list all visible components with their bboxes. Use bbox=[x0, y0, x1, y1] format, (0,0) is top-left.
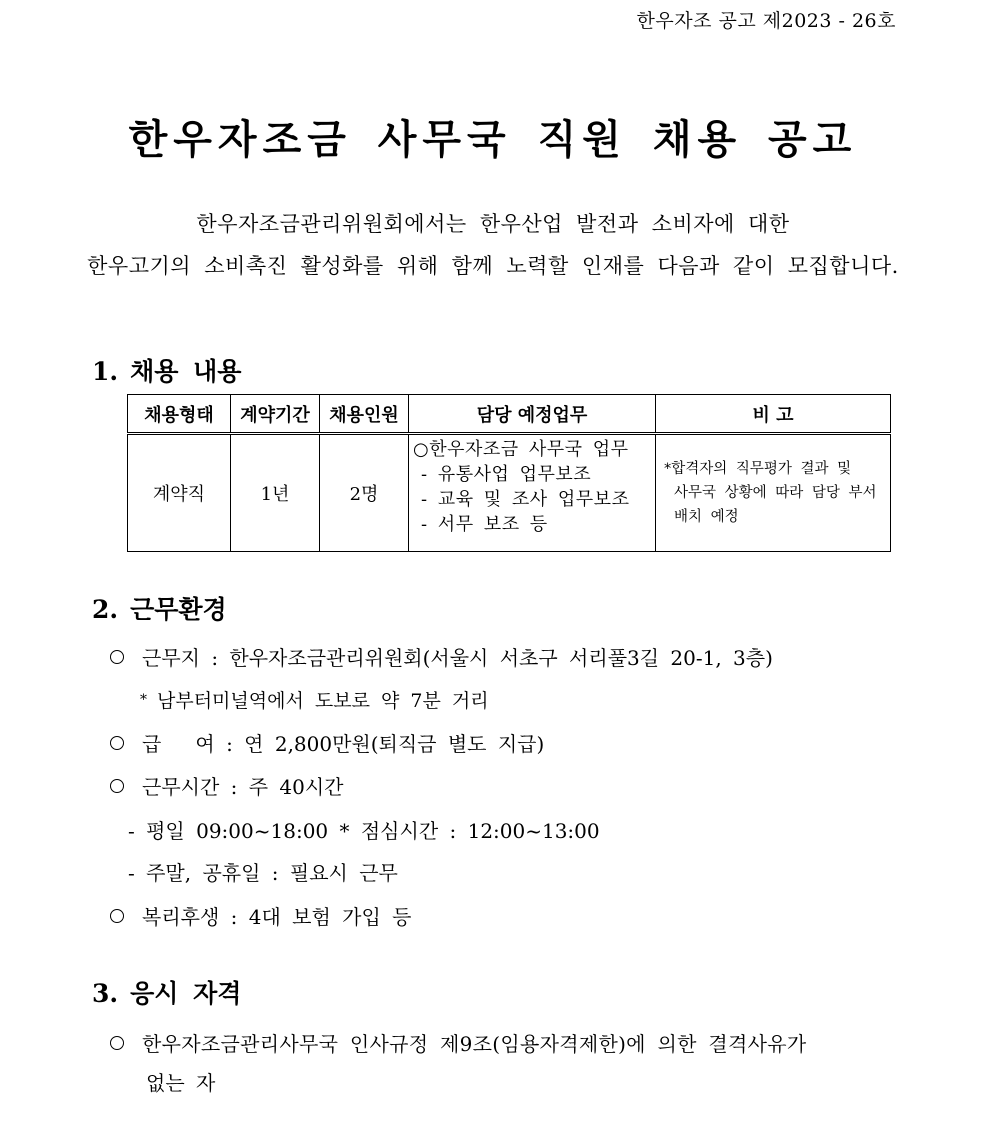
hiring-table bbox=[127, 394, 891, 552]
document-number: 한우자조 공고 제2023 - 26호 bbox=[636, 10, 896, 32]
cell-employment-type: 계약직 bbox=[128, 434, 231, 552]
workplace-item bbox=[110, 642, 773, 671]
section-3-heading bbox=[92, 974, 241, 1010]
circle-bullet-icon bbox=[110, 736, 124, 750]
circle-bullet-icon bbox=[110, 909, 124, 923]
qualification-item bbox=[110, 1028, 806, 1057]
intro-line-2: 한우고기의 소비촉진 활성화를 위해 함께 노력할 인재를 다음과 같이 모집합니다. bbox=[87, 254, 899, 278]
cell-contract-period: 1년 bbox=[231, 434, 320, 552]
section-1-title: 채용 내용 bbox=[130, 357, 242, 386]
section-1-number: 1. bbox=[92, 357, 119, 386]
section-3-number: 3. bbox=[92, 979, 119, 1008]
salary-text: 급 여 : 연 2,800만원(퇴직금 별도 지급) bbox=[142, 732, 545, 756]
welfare-item bbox=[110, 901, 411, 930]
circle-bullet-icon bbox=[110, 1036, 124, 1050]
welfare-text: 복리후생 : 4대 보험 가입 등 bbox=[142, 905, 412, 929]
note-line-1: *합격자의 직무평가 결과 및 bbox=[664, 461, 852, 477]
intro-line-1: 한우자조금관리위원회에서는 한우산업 발전과 소비자에 대한 bbox=[196, 212, 790, 236]
workplace-text: 근무지 : 한우자조금관리위원회(서울시 서초구 서리풀3길 20-1, 3층) bbox=[142, 646, 773, 670]
section-1-heading bbox=[92, 352, 241, 388]
section-3-title: 응시 자격 bbox=[130, 979, 242, 1008]
qualification-text-2: 없는 자 bbox=[146, 1071, 216, 1095]
walk-distance-note bbox=[140, 686, 489, 713]
section-2-number: 2. bbox=[92, 595, 119, 624]
circle-bullet-icon bbox=[110, 779, 124, 793]
asterisk-mark: * bbox=[140, 692, 147, 708]
header-employment-type: 채용형태 bbox=[128, 395, 231, 434]
table-row bbox=[128, 434, 891, 552]
qualification-text-1: 한우자조금관리사무국 인사규정 제9조(임용자격제한)에 의한 결격사유가 bbox=[142, 1032, 807, 1056]
note-line-2: 사무국 상황에 따라 담당 부서 bbox=[674, 485, 877, 501]
section-2-heading bbox=[92, 590, 227, 626]
header-remarks: 비 고 bbox=[656, 395, 891, 434]
duty-item-distribution: - 유통사업 업무보조 bbox=[421, 464, 592, 485]
duty-item-general: - 서무 보조 등 bbox=[421, 514, 548, 535]
hours-text: 근무시간 : 주 40시간 bbox=[142, 775, 344, 799]
hours-item bbox=[110, 771, 344, 800]
duty-item-education: - 교육 및 조사 업무보조 bbox=[421, 489, 630, 510]
duty-main: ○한우자조금 사무국 업무 bbox=[413, 439, 629, 460]
weekend-hours: - 주말, 공휴일 : 필요시 근무 bbox=[128, 861, 398, 885]
circle-bullet-icon bbox=[110, 650, 124, 664]
header-duties: 담당 예정업무 bbox=[409, 395, 656, 434]
section-2-title: 근무환경 bbox=[130, 595, 227, 624]
weekday-hours: - 평일 09:00~18:00 * 점심시간 : 12:00~13:00 bbox=[128, 819, 600, 843]
header-headcount: 채용인원 bbox=[320, 395, 409, 434]
cell-duties bbox=[409, 434, 656, 552]
salary-item bbox=[110, 728, 544, 757]
page-title: 한우자조금 사무국 직원 채용 공고 bbox=[128, 117, 858, 163]
note-line-3: 배치 예정 bbox=[674, 509, 739, 525]
cell-headcount: 2명 bbox=[320, 434, 409, 552]
walk-distance-text: 남부터미널역에서 도보로 약 7분 거리 bbox=[157, 690, 489, 712]
cell-remarks bbox=[656, 434, 891, 552]
header-contract-period: 계약기간 bbox=[231, 395, 320, 434]
table-header-row bbox=[128, 395, 891, 434]
